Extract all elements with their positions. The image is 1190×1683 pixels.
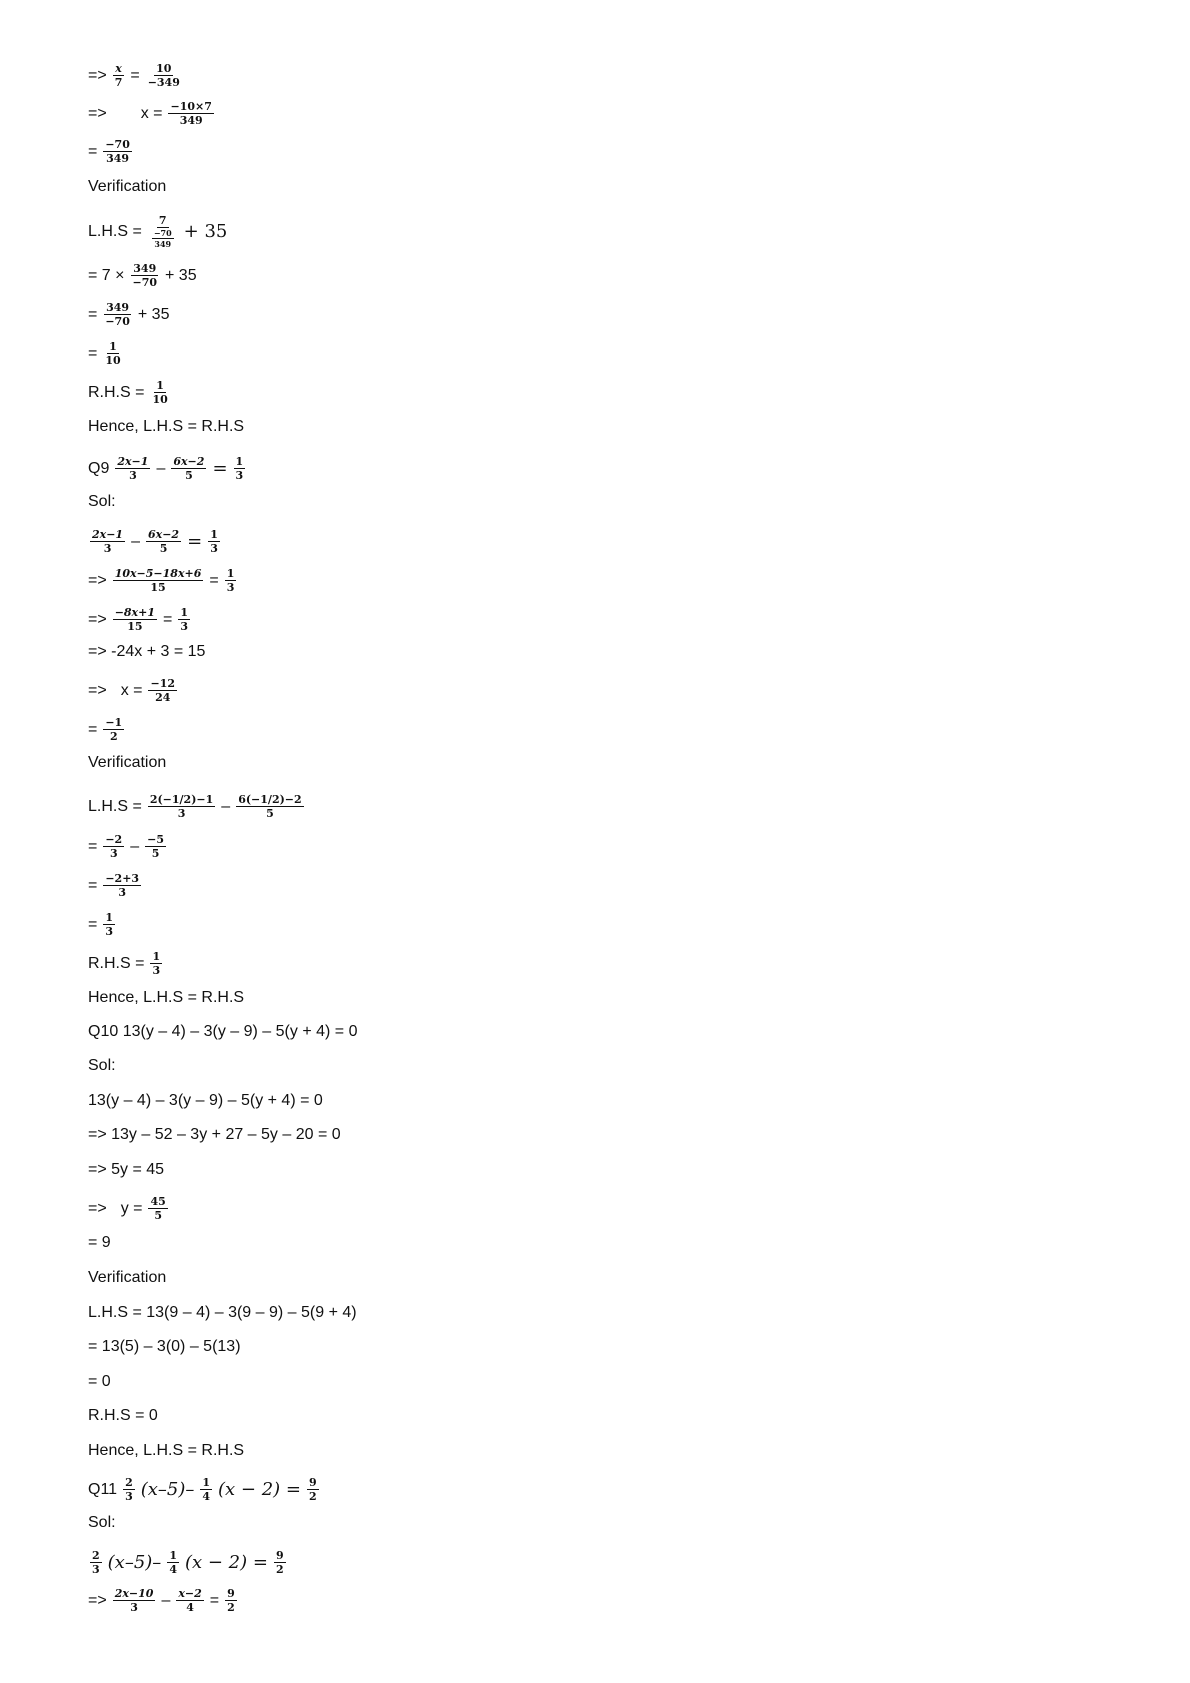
denominator: 5 <box>185 469 193 482</box>
expression-tail: + 35 <box>183 220 228 242</box>
question-line <box>88 455 247 482</box>
numerator: 6x−2 <box>173 455 205 468</box>
fraction <box>103 340 122 367</box>
fraction <box>178 606 190 633</box>
fraction <box>115 455 150 482</box>
expression-text: (x–5)– <box>140 1478 195 1500</box>
denominator: 5 <box>151 847 160 860</box>
numerator: −12 <box>150 677 176 690</box>
denominator: 349 <box>154 239 172 249</box>
equals-sign: = <box>88 837 98 855</box>
equals-sign: = <box>88 915 98 933</box>
fraction <box>113 606 157 633</box>
lhs-label: L.H.S = <box>88 222 142 240</box>
numerator: 349 <box>106 301 130 314</box>
equation-line <box>88 62 184 89</box>
fraction <box>103 911 115 938</box>
denominator: 3 <box>235 469 244 482</box>
denominator: 4 <box>202 1490 211 1503</box>
inner-fraction <box>152 228 174 249</box>
denominator: 2 <box>227 1601 235 1614</box>
fraction <box>123 1476 135 1503</box>
fraction <box>225 567 237 594</box>
equals-sign: = <box>88 142 98 160</box>
lhs-label: L.H.S = <box>88 797 142 815</box>
denominator: −70 <box>132 276 158 289</box>
numerator: −70 <box>153 228 172 238</box>
fraction <box>225 1587 237 1614</box>
equation-line <box>88 214 227 249</box>
denominator: −70 <box>105 315 130 328</box>
numerator: 2x−1 <box>92 528 124 541</box>
fraction <box>307 1476 319 1503</box>
equation-line <box>88 301 169 328</box>
denominator: 3 <box>109 847 118 860</box>
minus-sign: – <box>221 797 231 815</box>
equation-line <box>88 138 134 165</box>
equation-line <box>88 379 172 406</box>
equation-line <box>88 872 143 899</box>
section-heading: Verification <box>88 754 167 771</box>
denominator: 15 <box>150 581 166 594</box>
numerator: −2+3 <box>105 872 140 885</box>
equation-line <box>88 262 197 289</box>
complex-fraction <box>148 214 178 249</box>
equation-line: = 13(5) – 3(0) – 5(13) <box>88 1338 241 1355</box>
conclusion-text: Hence, L.H.S = R.H.S <box>88 418 245 435</box>
variable-text: x = <box>140 104 163 122</box>
equals-sign: = <box>88 305 98 323</box>
denominator: 3 <box>180 620 188 633</box>
equation-line <box>88 950 164 977</box>
equation-line <box>88 528 222 555</box>
fraction <box>274 1549 286 1576</box>
equation-line <box>88 1587 239 1614</box>
variable-text: y = <box>120 1199 143 1217</box>
denominator: 5 <box>154 1209 162 1222</box>
equation-line <box>88 606 192 633</box>
equation-line <box>88 340 125 367</box>
equation-line <box>88 100 216 127</box>
numerator: 7 <box>158 214 167 227</box>
implies-symbol: => <box>88 1199 107 1217</box>
denominator: 3 <box>130 1601 138 1614</box>
solution-label: Sol: <box>88 1057 116 1074</box>
implies-symbol: => <box>88 66 107 84</box>
numerator: −5 <box>147 833 164 846</box>
fraction <box>148 1195 167 1222</box>
equals-sign: = <box>187 530 203 552</box>
fraction <box>103 138 132 165</box>
numerator: 2 <box>92 1549 100 1562</box>
numerator: 1 <box>202 1476 211 1489</box>
equals-sign: = <box>88 720 98 738</box>
numerator: 2x−10 <box>114 1587 154 1600</box>
numerator: 9 <box>275 1549 284 1562</box>
numerator: 1 <box>210 528 218 541</box>
numerator: x <box>115 62 122 75</box>
fraction <box>148 793 215 820</box>
equation-line: = 9 <box>88 1234 111 1251</box>
equals-sign: = <box>212 457 228 479</box>
variable-text: x = <box>120 681 143 699</box>
fraction <box>148 677 177 704</box>
numerator: 349 <box>133 262 157 275</box>
equals-sign: = <box>209 1591 220 1609</box>
question-label: Q11 <box>88 1480 118 1498</box>
numerator: −10×7 <box>170 100 212 113</box>
denominator: 5 <box>266 807 274 820</box>
denominator: 3 <box>210 542 218 555</box>
fraction <box>113 62 125 89</box>
equation-line <box>88 793 306 820</box>
denominator: 3 <box>105 925 113 938</box>
denominator: 2 <box>109 730 118 743</box>
equals-sign: = <box>88 344 98 362</box>
numerator: 1 <box>109 340 117 353</box>
section-heading: Verification <box>88 1269 167 1286</box>
denominator: 7 <box>114 76 123 89</box>
conclusion-text: Hence, L.H.S = R.H.S <box>88 1442 245 1459</box>
denominator: 3 <box>129 469 137 482</box>
minus-sign: – <box>161 1591 171 1609</box>
equation-line: = 0 <box>88 1373 111 1390</box>
expression-text: (x − 2) = <box>184 1551 268 1573</box>
fraction <box>103 872 141 899</box>
numerator: 1 <box>226 567 235 580</box>
numerator: 6x−2 <box>148 528 180 541</box>
rhs-label: R.H.S = <box>88 383 145 401</box>
denominator: −349 <box>147 76 180 89</box>
equation-line <box>88 1195 170 1222</box>
expression-tail: + 35 <box>137 305 170 323</box>
fraction <box>130 262 159 289</box>
fraction <box>236 793 303 820</box>
numerator: −2 <box>105 833 123 846</box>
expression-text: (x − 2) = <box>218 1478 302 1500</box>
fraction <box>145 833 166 860</box>
equation-line: L.H.S = 13(9 – 4) – 3(9 – 9) – 5(9 + 4) <box>88 1304 357 1321</box>
minus-sign: – <box>130 837 140 855</box>
fraction <box>90 528 125 555</box>
fraction <box>90 1549 102 1576</box>
numerator: −8x+1 <box>114 606 155 619</box>
fraction <box>150 950 162 977</box>
denominator: 349 <box>106 152 130 165</box>
minus-sign: – <box>156 459 166 477</box>
fraction <box>113 567 204 594</box>
numerator: 2(−1/2)−1 <box>149 793 214 806</box>
equals-sign: = <box>130 66 140 84</box>
denominator: 15 <box>127 620 143 633</box>
numerator: 1 <box>105 911 113 924</box>
expression-text: (x–5)– <box>107 1551 162 1573</box>
fraction <box>113 1587 156 1614</box>
denominator: 349 <box>179 114 203 127</box>
fraction <box>146 62 182 89</box>
denominator: 2 <box>309 1490 317 1503</box>
implies-symbol: => <box>88 610 107 628</box>
section-heading: Verification <box>88 178 167 195</box>
numerator: 9 <box>227 1587 235 1600</box>
equation-line: => 5y = 45 <box>88 1161 165 1178</box>
numerator: 9 <box>309 1476 317 1489</box>
fraction <box>167 1549 179 1576</box>
numerator: 10x−5−18x+6 <box>114 567 202 580</box>
numerator: 1 <box>152 950 161 963</box>
implies-symbol: => <box>88 681 107 699</box>
equals-sign: = <box>163 610 173 628</box>
expression-tail: + 35 <box>165 266 197 284</box>
denominator: 3 <box>125 1490 133 1503</box>
denominator: 3 <box>118 886 127 899</box>
equation-line <box>88 677 179 704</box>
expression-text: = 7 × <box>88 266 125 284</box>
solution-label: Sol: <box>88 493 116 510</box>
numerator: −1 <box>105 716 123 729</box>
equation-line <box>88 1549 288 1576</box>
fraction <box>146 528 181 555</box>
equation-line: => -24x + 3 = 15 <box>88 643 206 660</box>
equation-line <box>88 716 126 743</box>
equation-line: 13(y – 4) – 3(y – 9) – 5(y + 4) = 0 <box>88 1092 323 1109</box>
denominator: 2 <box>275 1563 284 1576</box>
implies-symbol: => <box>88 104 107 122</box>
fraction <box>168 100 213 127</box>
denominator: 3 <box>226 581 235 594</box>
equation-line: R.H.S = 0 <box>88 1407 158 1424</box>
conclusion-text: Hence, L.H.S = R.H.S <box>88 989 245 1006</box>
solution-label: Sol: <box>88 1514 116 1531</box>
question-line: Q10 13(y – 4) – 3(y – 9) – 5(y + 4) = 0 <box>88 1023 358 1040</box>
numerator: 2x−1 <box>117 455 149 468</box>
equation-line: => 13y – 52 – 3y + 27 – 5y – 20 = 0 <box>88 1126 341 1143</box>
denominator: 3 <box>177 807 186 820</box>
equals-sign: = <box>209 571 219 589</box>
implies-symbol: => <box>88 1591 107 1609</box>
numerator: 2 <box>125 1476 133 1489</box>
denominator: 10 <box>105 354 121 367</box>
equation-line <box>88 911 117 938</box>
numerator: 1 <box>156 379 164 392</box>
denominator <box>148 228 178 249</box>
numerator: 1 <box>235 455 244 468</box>
equation-line <box>88 567 238 594</box>
fraction <box>103 833 124 860</box>
denominator: 4 <box>169 1563 177 1576</box>
numerator: x−2 <box>178 1587 202 1600</box>
numerator: 1 <box>169 1549 177 1562</box>
numerator: 6(−1/2)−2 <box>238 793 302 806</box>
numerator: −70 <box>105 138 130 151</box>
denominator: 4 <box>186 1601 194 1614</box>
denominator: 5 <box>159 542 168 555</box>
denominator: 3 <box>92 1563 100 1576</box>
implies-symbol: => <box>88 571 107 589</box>
numerator: 1 <box>180 606 188 619</box>
rhs-label: R.H.S = <box>88 954 145 972</box>
denominator: 10 <box>152 393 168 406</box>
denominator: 24 <box>155 691 171 704</box>
fraction <box>103 716 124 743</box>
numerator: 45 <box>150 1195 166 1208</box>
fraction <box>176 1587 203 1614</box>
fraction <box>234 455 246 482</box>
fraction <box>171 455 206 482</box>
fraction <box>200 1476 212 1503</box>
equals-sign: = <box>88 876 98 894</box>
minus-sign: – <box>131 532 140 550</box>
question-label: Q9 <box>88 459 110 477</box>
numerator: 10 <box>156 62 172 75</box>
fraction <box>208 528 220 555</box>
question-line <box>88 1476 321 1503</box>
equation-line <box>88 833 168 860</box>
fraction <box>150 379 169 406</box>
denominator: 3 <box>152 964 161 977</box>
denominator: 3 <box>103 542 112 555</box>
fraction <box>103 301 132 328</box>
